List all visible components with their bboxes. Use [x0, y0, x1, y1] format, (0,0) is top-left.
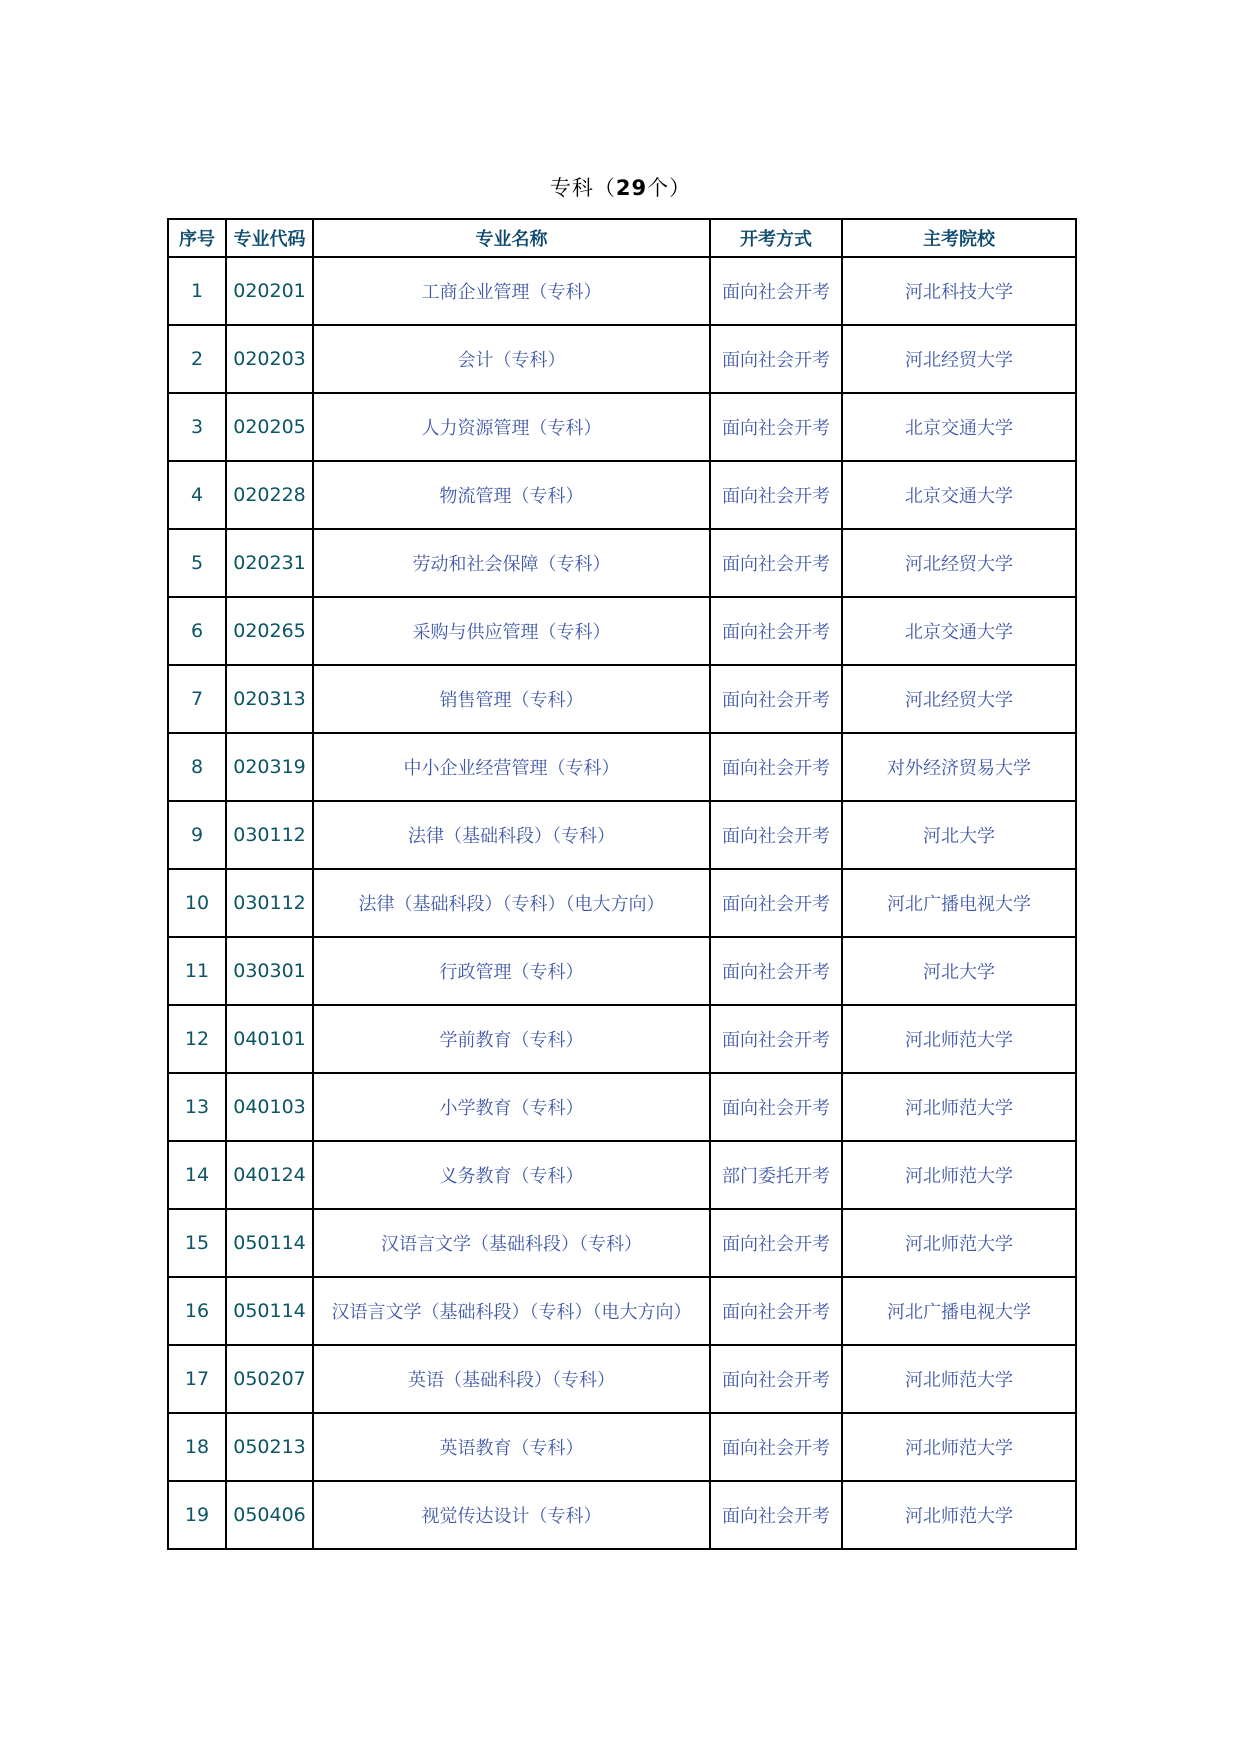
row-major-code: 020265 [226, 597, 313, 665]
row-exam-mode: 面向社会开考 [710, 665, 842, 733]
row-major-name: 视觉传达设计（专科） [313, 1481, 710, 1549]
row-major-code: 020313 [226, 665, 313, 733]
row-major-code: 050207 [226, 1345, 313, 1413]
table-row [168, 1345, 1076, 1413]
header-exam-mode: 开考方式 [710, 219, 842, 257]
row-exam-mode: 面向社会开考 [710, 937, 842, 1005]
row-serial-number: 13 [168, 1073, 226, 1141]
title-suffix: 个） [647, 176, 692, 200]
row-major-code: 040101 [226, 1005, 313, 1073]
row-serial-number: 7 [168, 665, 226, 733]
table-row [168, 1481, 1076, 1549]
row-serial-number: 15 [168, 1209, 226, 1277]
table-row [168, 665, 1076, 733]
row-serial-number: 14 [168, 1141, 226, 1209]
row-serial-number: 19 [168, 1481, 226, 1549]
row-serial-number: 5 [168, 529, 226, 597]
row-major-name: 义务教育（专科） [313, 1141, 710, 1209]
row-serial-number: 11 [168, 937, 226, 1005]
row-major-name: 小学教育（专科） [313, 1073, 710, 1141]
row-exam-mode: 面向社会开考 [710, 869, 842, 937]
row-major-code: 030301 [226, 937, 313, 1005]
row-major-code: 050114 [226, 1209, 313, 1277]
row-exam-mode: 面向社会开考 [710, 1277, 842, 1345]
table-row [168, 733, 1076, 801]
row-host-school: 北京交通大学 [842, 461, 1076, 529]
row-host-school: 河北大学 [842, 801, 1076, 869]
row-major-name: 英语教育（专科） [313, 1413, 710, 1481]
table-row [168, 1413, 1076, 1481]
row-exam-mode: 面向社会开考 [710, 801, 842, 869]
row-host-school: 河北大学 [842, 937, 1076, 1005]
row-major-code: 030112 [226, 869, 313, 937]
table-header-row [168, 219, 1076, 257]
row-major-name: 法律（基础科段）（专科） [313, 801, 710, 869]
header-major-code: 专业代码 [226, 219, 313, 257]
row-serial-number: 1 [168, 257, 226, 325]
row-host-school: 北京交通大学 [842, 597, 1076, 665]
table-row [168, 529, 1076, 597]
row-exam-mode: 面向社会开考 [710, 597, 842, 665]
row-serial-number: 17 [168, 1345, 226, 1413]
row-host-school: 河北广播电视大学 [842, 1277, 1076, 1345]
row-host-school: 北京交通大学 [842, 393, 1076, 461]
row-host-school: 河北经贸大学 [842, 529, 1076, 597]
row-major-name: 学前教育（专科） [313, 1005, 710, 1073]
table-row [168, 597, 1076, 665]
row-serial-number: 16 [168, 1277, 226, 1345]
row-major-name: 人力资源管理（专科） [313, 393, 710, 461]
table-row [168, 393, 1076, 461]
table-body [168, 257, 1076, 1549]
header-host-school: 主考院校 [842, 219, 1076, 257]
row-exam-mode: 面向社会开考 [710, 1209, 842, 1277]
row-major-name: 中小企业经营管理（专科） [313, 733, 710, 801]
row-exam-mode: 面向社会开考 [710, 325, 842, 393]
row-major-name: 劳动和社会保障（专科） [313, 529, 710, 597]
row-major-name: 销售管理（专科） [313, 665, 710, 733]
row-major-name: 物流管理（专科） [313, 461, 710, 529]
table-row [168, 1005, 1076, 1073]
row-host-school: 河北科技大学 [842, 257, 1076, 325]
row-host-school: 河北经贸大学 [842, 325, 1076, 393]
row-major-code: 030112 [226, 801, 313, 869]
row-host-school: 河北师范大学 [842, 1209, 1076, 1277]
table-row [168, 257, 1076, 325]
row-exam-mode: 面向社会开考 [710, 1413, 842, 1481]
row-major-name: 工商企业管理（专科） [313, 257, 710, 325]
row-serial-number: 9 [168, 801, 226, 869]
row-exam-mode: 面向社会开考 [710, 1073, 842, 1141]
title-prefix: 专科（ [549, 176, 616, 200]
row-host-school: 河北师范大学 [842, 1005, 1076, 1073]
row-serial-number: 2 [168, 325, 226, 393]
row-major-name: 汉语言文学（基础科段）（专科） [313, 1209, 710, 1277]
row-exam-mode: 面向社会开考 [710, 733, 842, 801]
row-host-school: 河北经贸大学 [842, 665, 1076, 733]
row-major-code: 040124 [226, 1141, 313, 1209]
row-major-code: 020201 [226, 257, 313, 325]
header-serial-number: 序号 [168, 219, 226, 257]
row-exam-mode: 面向社会开考 [710, 393, 842, 461]
row-host-school: 河北师范大学 [842, 1481, 1076, 1549]
row-major-name: 采购与供应管理（专科） [313, 597, 710, 665]
row-major-code: 050213 [226, 1413, 313, 1481]
majors-table [167, 218, 1077, 1550]
row-major-code: 020228 [226, 461, 313, 529]
row-major-code: 050406 [226, 1481, 313, 1549]
row-serial-number: 6 [168, 597, 226, 665]
row-major-code: 020205 [226, 393, 313, 461]
header-major-name: 专业名称 [313, 219, 710, 257]
row-exam-mode: 面向社会开考 [710, 1005, 842, 1073]
row-exam-mode: 部门委托开考 [710, 1141, 842, 1209]
table-row [168, 461, 1076, 529]
table-row [168, 1141, 1076, 1209]
row-serial-number: 12 [168, 1005, 226, 1073]
table-row [168, 1209, 1076, 1277]
row-major-name: 会计（专科） [313, 325, 710, 393]
row-serial-number: 10 [168, 869, 226, 937]
row-major-name: 行政管理（专科） [313, 937, 710, 1005]
row-serial-number: 4 [168, 461, 226, 529]
row-host-school: 河北师范大学 [842, 1345, 1076, 1413]
row-host-school: 对外经济贸易大学 [842, 733, 1076, 801]
row-major-code: 050114 [226, 1277, 313, 1345]
title-count: 29 [615, 176, 648, 200]
row-major-name: 英语（基础科段）（专科） [313, 1345, 710, 1413]
table-row [168, 325, 1076, 393]
row-exam-mode: 面向社会开考 [710, 1481, 842, 1549]
row-serial-number: 3 [168, 393, 226, 461]
row-host-school: 河北师范大学 [842, 1413, 1076, 1481]
row-exam-mode: 面向社会开考 [710, 257, 842, 325]
page-title [0, 172, 1241, 202]
row-major-code: 020319 [226, 733, 313, 801]
row-serial-number: 8 [168, 733, 226, 801]
row-exam-mode: 面向社会开考 [710, 1345, 842, 1413]
row-host-school: 河北师范大学 [842, 1073, 1076, 1141]
table-row [168, 1073, 1076, 1141]
row-major-code: 040103 [226, 1073, 313, 1141]
row-major-name: 法律（基础科段）（专科）（电大方向） [313, 869, 710, 937]
table-row [168, 1277, 1076, 1345]
table-row [168, 869, 1076, 937]
row-major-code: 020203 [226, 325, 313, 393]
table-row [168, 801, 1076, 869]
row-major-name: 汉语言文学（基础科段）（专科）（电大方向） [313, 1277, 710, 1345]
row-major-code: 020231 [226, 529, 313, 597]
row-serial-number: 18 [168, 1413, 226, 1481]
row-host-school: 河北广播电视大学 [842, 869, 1076, 937]
row-host-school: 河北师范大学 [842, 1141, 1076, 1209]
row-exam-mode: 面向社会开考 [710, 529, 842, 597]
table-row [168, 937, 1076, 1005]
row-exam-mode: 面向社会开考 [710, 461, 842, 529]
